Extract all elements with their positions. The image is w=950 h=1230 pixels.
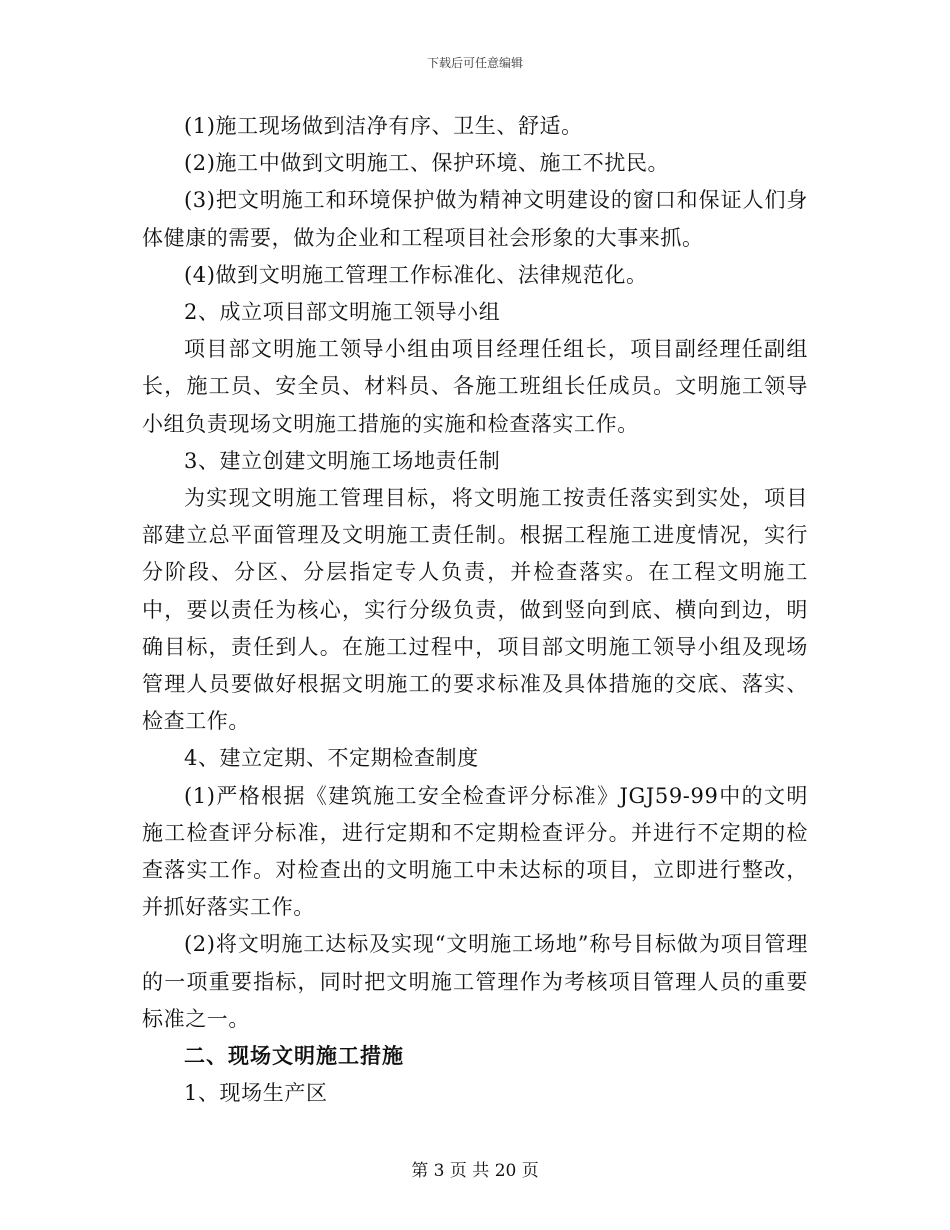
paragraph-leadership-group: 项目部文明施工领导小组由项目经理任组长，项目副经理任副组长，施工员、安全员、材料员、各施工班组长任成员。文明施工领导小组负责现场文明施工措施的实施和检查落实工作。 [142, 337, 808, 436]
page-footer: 第 3 页 共 20 页 [411, 1161, 539, 1181]
paragraph-item-1: (1)施工现场做到洁净有序、卫生、舒适。 [184, 114, 583, 138]
paragraph-item-3: (3)把文明施工和环境保护做为精神文明建设的窗口和保证人们身体健康的需要，做为企业和工程项目社会形象的大事来抓。 [142, 188, 808, 250]
chapter-heading: 二、现场文明施工措施 [184, 1044, 404, 1069]
paragraph-inspection-2: (2)将文明施工达标及实现“文明施工场地”称号目标做为项目管理的一项重要指标，同时把文明施工管理作为考核项目管理人员的重要标准之一。 [142, 932, 808, 1031]
page-header: 下载后可任意编辑 [426, 56, 523, 70]
document-body [142, 108, 808, 1112]
subsection-heading: 1、现场生产区 [184, 1081, 328, 1106]
paragraph-responsibility: 为实现文明施工管理目标，将文明施工按责任落实到实处，项目部建立总平面管理及文明施工责任制。根据工程施工进度情况，实行分阶段、分区、分层指定专人负责，并检查落实。在工程文明施工中，要以责任为核心，实行分级负责，做到竖向到底、横向到边，明确目标，责任到人。在施工过程中，项目部文明施工领导小组及现场管理人员要做好根据文明施工的要求标准及具体措施的交底、落实、检查工作。 [142, 486, 808, 734]
section-heading-4: 4、建立定期、不定期检查制度 [184, 746, 479, 771]
paragraph-inspection-1: (1)严格根据《建筑施工安全检查评分标准》JGJ59-99中的文明施工检查评分标准，进行定期和不定期检查评分。并进行不定期的检查落实工作。对检查出的文明施工中未达标的项目，立即进行整改，并抓好落实工作。 [142, 783, 808, 920]
paragraph-item-2: (2)施工中做到文明施工、保护环境、施工不扰民。 [184, 151, 670, 176]
section-heading-3: 3、建立创建文明施工场地责任制 [184, 448, 501, 473]
paragraph-item-4: (4)做到文明施工管理工作标准化、法律规范化。 [184, 262, 648, 287]
section-heading-2: 2、成立项目部文明施工领导小组 [184, 300, 501, 325]
